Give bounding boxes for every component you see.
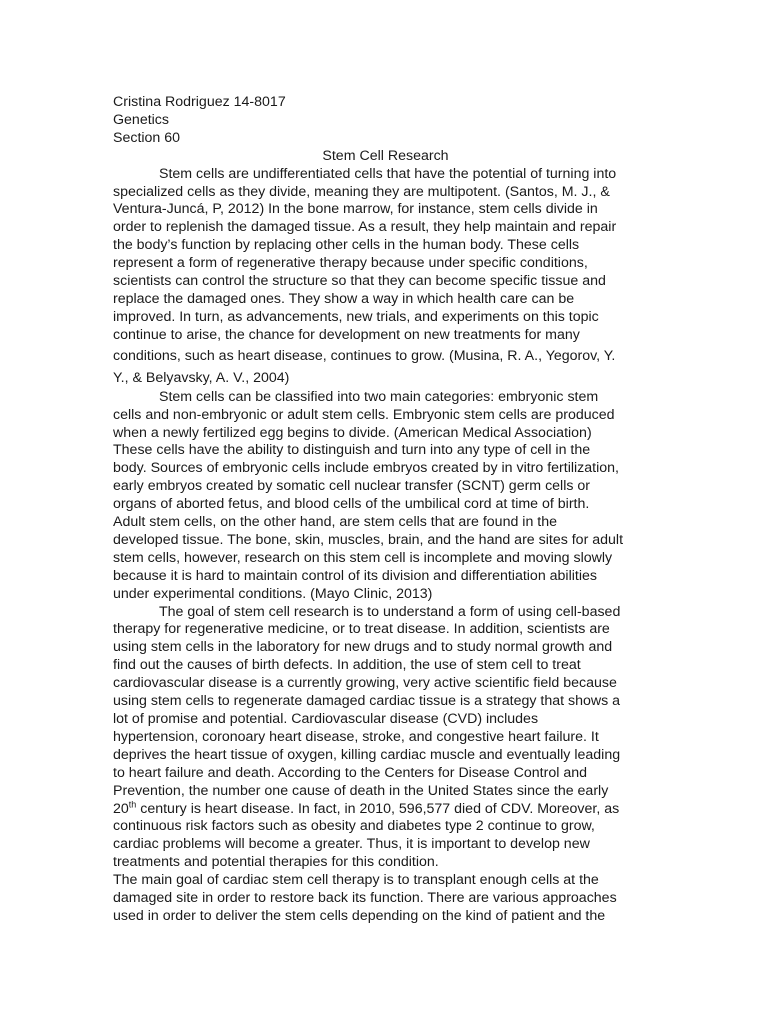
- text-line: cardiac problems will become a greater. Thus, it is important to develop new: [113, 836, 590, 853]
- text-line: cells and non-embryonic or adult stem cells. Embryonic stem cells are produced: [113, 406, 615, 423]
- text-line: deprives the heart tissue of oxygen, killing cardiac muscle and eventually leading: [113, 746, 621, 763]
- text-line: organs of aborted fetus, and blood cells of the umbilical cord at time of birth.: [113, 496, 590, 513]
- text-line: early embryos created by somatic cell nuclear transfer (SCNT) germ cells or: [113, 478, 591, 495]
- text-line: scientists can control the structure so that they can become specific tissue and: [113, 273, 606, 290]
- text-line: improved. In turn, as advancements, new trials, and experiments on this topic: [113, 308, 599, 325]
- text-line: body. Sources of embryonic cells include embryos created by in vitro fertilization,: [113, 460, 619, 477]
- text-line: lot of promise and potential. Cardiovascular disease (CVD) includes: [113, 711, 539, 727]
- text-line: when a newly fertilized egg begins to divide. (American Medical Association): [113, 424, 592, 441]
- section-line: Section 60: [113, 129, 181, 146]
- text-line: conditions, such as heart disease, continues to grow. (Musina, R. A., Yegorov, Y.: [113, 347, 616, 364]
- text-line: damaged site in order to restore back its function. There are various approaches: [113, 890, 617, 907]
- document-page: [113, 94, 658, 926]
- text-line: developed tissue. The bone, skin, muscles, brain, and the hand are sites for adult: [113, 531, 624, 548]
- author-line: Cristina Rodriguez 14-8017: [113, 94, 286, 110]
- text-line-with-superscript: [113, 798, 658, 819]
- paragraph-2: [113, 389, 658, 604]
- text-line: the body’s function by replacing other cells in the human body. These cells: [113, 237, 580, 254]
- text-line: These cells have the ability to distinguish and turn into any type of cell in the: [113, 442, 591, 459]
- text-line: continuous risk factors such as obesity and diabetes type 2 continue to grow,: [113, 818, 595, 835]
- paragraph-3: [113, 604, 658, 873]
- text-line: Y., & Belyavsky, A. V., 2004): [113, 369, 290, 386]
- text-line: Stem cells are undifferentiated cells that have the potential of turning into: [159, 165, 617, 182]
- text-line: represent a form of regenerative therapy because under specific conditions,: [113, 255, 588, 272]
- text-line: using stem cells in the laboratory for new drugs and to study normal growth and: [113, 639, 613, 656]
- text-line: find out the causes of birth defects. In addition, the use of stem cell to treat: [113, 657, 581, 674]
- text-line: specialized cells as they divide, meaning they are multipotent. (Santos, M. J., &: [113, 183, 610, 200]
- ordinal-number: 20: [113, 800, 129, 817]
- paragraph-1: [113, 166, 658, 389]
- paragraph-4: [113, 872, 658, 926]
- text-line: replace the damaged ones. They show a way in which health care can be: [113, 290, 575, 307]
- text-line: order to replenish the damaged tissue. As a result, they help maintain and repair: [113, 219, 617, 236]
- text-line: Adult stem cells, on the other hand, are stem cells that are found in the: [113, 514, 558, 531]
- text-line: continue to arise, the chance for development on new treatments for many: [113, 326, 580, 343]
- document-title: Stem Cell Research: [322, 147, 449, 164]
- text-fragment: century is heart disease. In fact, in 2010, 596,577 died of CDV. Moreover, as: [136, 800, 620, 817]
- text-line: using stem cells to regenerate damaged cardiac tissue is a strategy that shows a: [113, 693, 621, 710]
- text-line: Prevention, the number one cause of death in the United States since the early: [113, 782, 609, 799]
- text-line: Stem cells can be classified into two main categories: embryonic stem: [159, 388, 599, 405]
- text-line: therapy for regenerative medicine, or to treat disease. In addition, scientists are: [113, 621, 610, 638]
- text-line: stem cells, however, research on this stem cell is incomplete and moving slowly: [113, 549, 613, 566]
- text-line: under experimental conditions. (Mayo Clinic, 2013): [113, 585, 433, 602]
- text-line: used in order to deliver the stem cells depending on the kind of patient and the: [113, 907, 606, 924]
- text-line: treatments and potential therapies for this condition.: [113, 854, 439, 871]
- text-line: hypertension, coronoary heart disease, stroke, and congestive heart failure. It: [113, 728, 599, 745]
- text-line: cardiovascular disease is a currently growing, very active scientific field because: [113, 675, 617, 692]
- course-line: Genetics: [113, 111, 169, 128]
- text-line: to heart failure and death. According to the Centers for Disease Control and: [113, 764, 587, 781]
- ordinal-suffix: th: [128, 798, 137, 809]
- text-line: The goal of stem cell research is to understand a form of using cell-based: [159, 603, 621, 620]
- text-line: Ventura-Juncá, P, 2012) In the bone marrow, for instance, stem cells divide in: [113, 201, 598, 218]
- text-line: because it is hard to maintain control of its division and differentiation abilities: [113, 567, 597, 584]
- text-line: The main goal of cardiac stem cell therapy is to transplant enough cells at the: [113, 872, 599, 889]
